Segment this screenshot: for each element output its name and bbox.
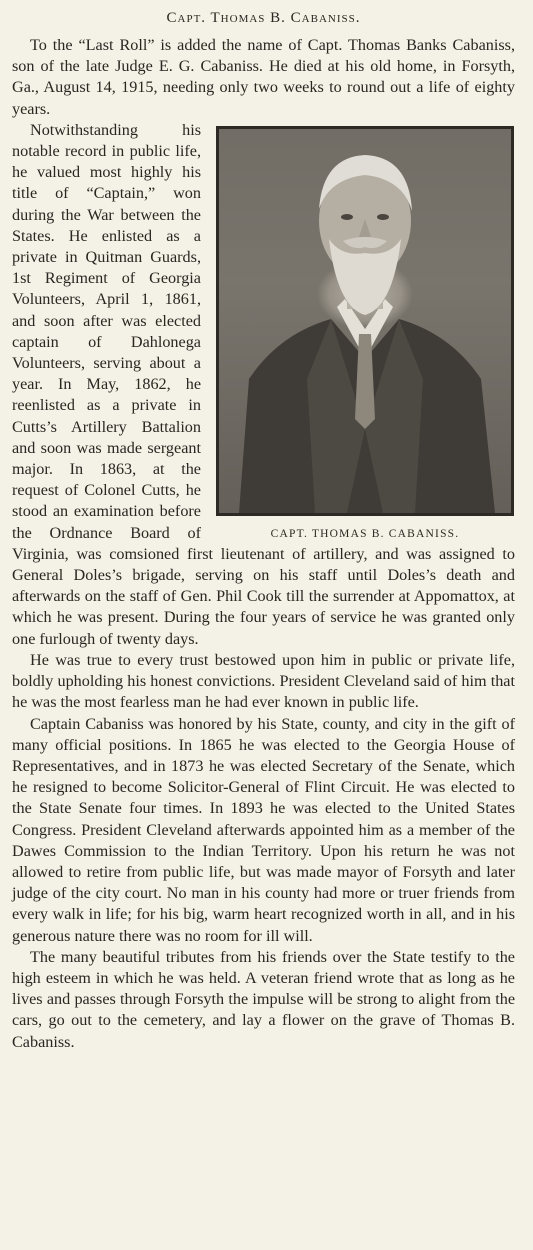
paragraph-5: The many beautiful tributes from his friends over the State testify to the high esteem in which he was held. A veteran friend wrote that as long as he lives and passes through Forsyth the impulse will be strong to alight from the cars, go out to the cemetery, and lay a flower on the grave of Thomas B. Cabaniss. [12,947,515,1051]
article-heading: Capt. Thomas B. Cabaniss. [166,10,361,26]
portrait-illustration [219,129,511,513]
paragraph-3: He was true to every trust bestowed upon him in public or private life, boldly upholding his honest convictions. President Cleveland said of him that he was the most fearless man he had ever known in public life. [12,650,515,712]
portrait-photo [216,126,514,516]
paragraph-4: Captain Cabaniss was honored by his State, county, and city in the gift of many official positions. In 1865 he was elected to the Georgia House of Representatives, and in 1873 he was elected Secretary of the Senate, which he resigned to become Solicitor-General of Flint Circuit. He was elected to the State Senate four times. In 1893 he was elected to the United States Congress. President Cleveland afterwards appointed him as a member of the Dawes Commission to the Indian Territory. Upon his return he was not allowed to retire from public life, but was made mayor of Forsyth and later judge of the city court. No man in his county had more or truer friends from every walk in life; for his big, warm heart recognized worth in all, and in his generous nature there was no room for ill will. [12,714,515,945]
portrait-figure [215,126,515,540]
portrait-caption: CAPT. THOMAS B. CABANISS. [270,527,460,540]
paragraph-2: Notwithstanding his notable record in public life, he valued most highly his title of “Captain,” won during the War between the States. He enlisted as a private in Quitman Guards, 1st Regiment of Georgia Volunteers, April 1, 1861, and soon after was elected captain of Dahlonega Volunteers, serving about a year. In May, 1862, he reenlisted as a private in Cutts’s Artillery Battalion and soon was made sergeant major. In 1863, at the request of Colonel Cutts, he stood an examination before the Ordnance Board of Virginia, was comsioned first lieutenant of artillery, and was assigned to General Doles’s brigade, serving on his staff until Doles’s death and afterwards on the staff of Gen. Phil Cook till the surrender at Appomattox, at which he was present. During the four years of service he was granted only one furlough of twenty days. [12,120,515,648]
paragraph-1: To the “Last Roll” is added the name of Capt. Thomas Banks Cabaniss, son of the late Judge E. G. Cabaniss. He died at his old home, in Forsyth, Ga., August 14, 1915, needing only two weeks to round out a life of eighty years. [12,36,515,118]
